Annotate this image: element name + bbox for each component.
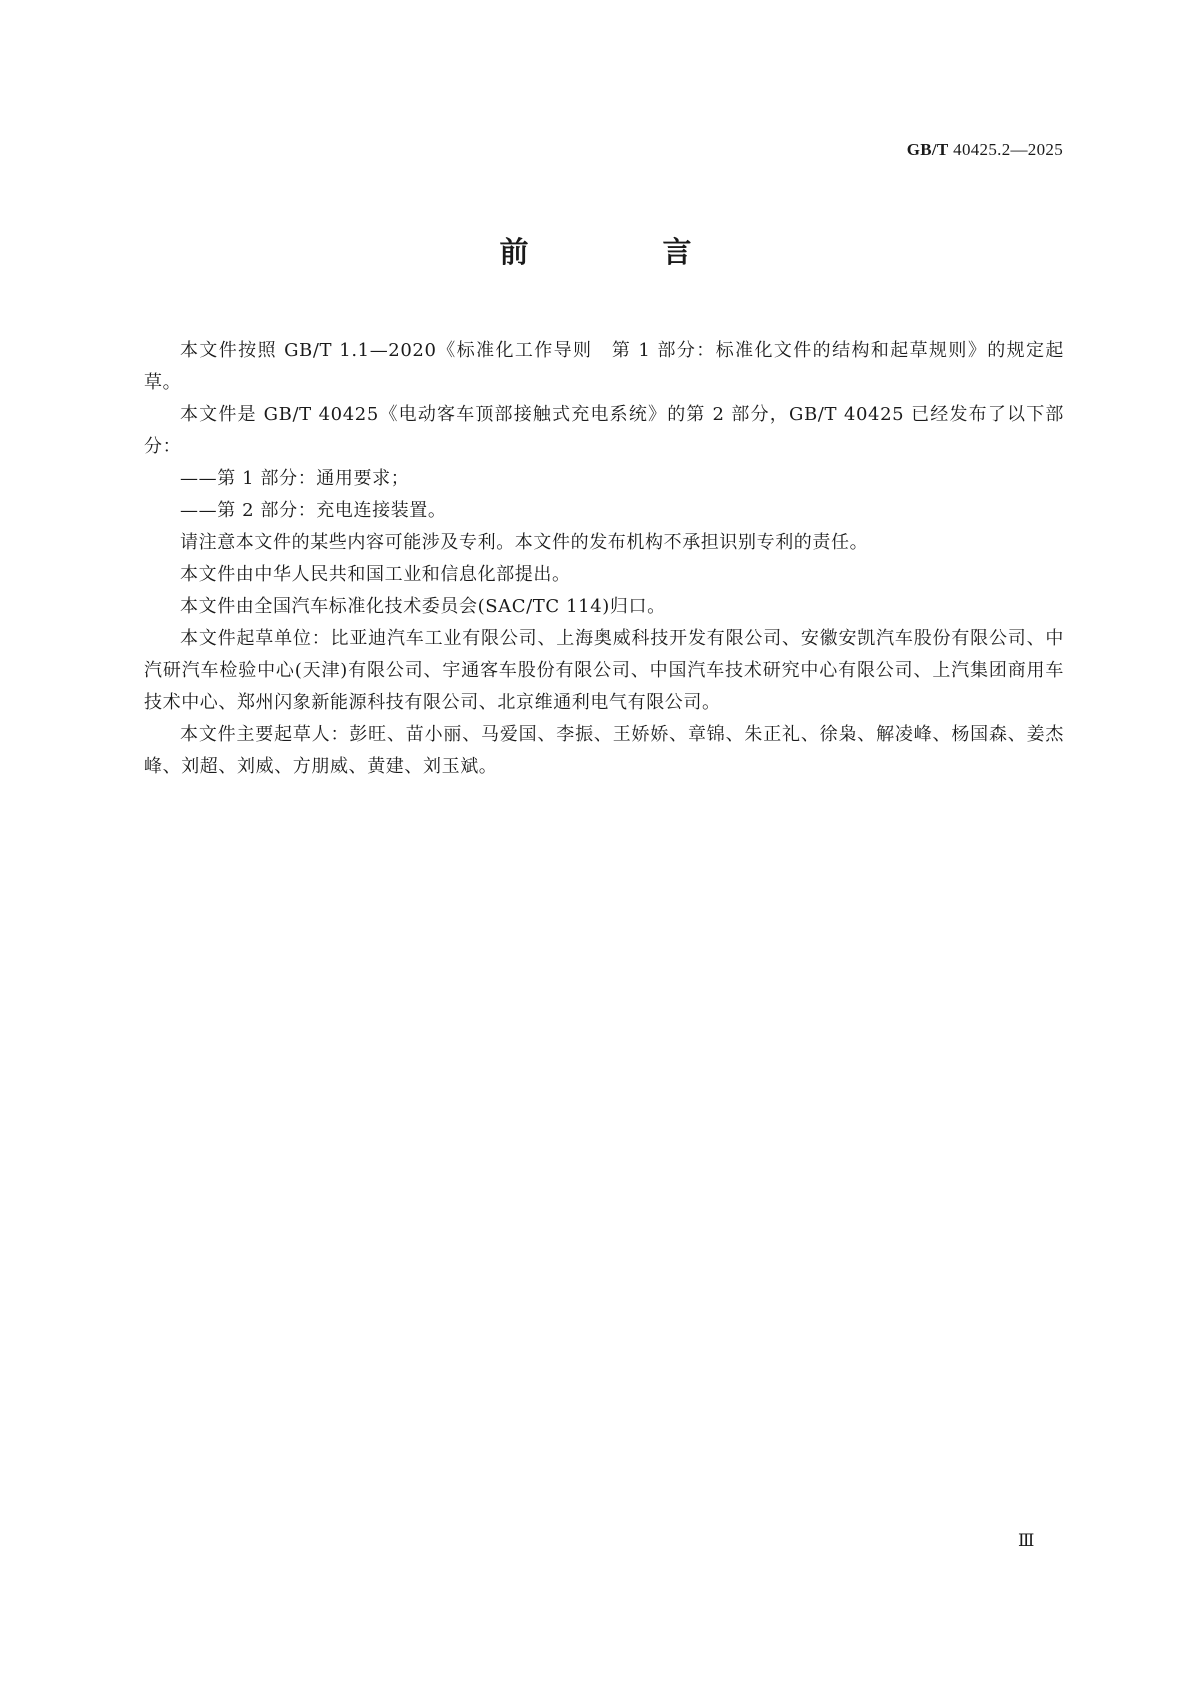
paragraph-drafting-rules: 本文件按照 GB/T 1.1—2020《标准化工作导则 第 1 部分：标准化文件的结构和起草规则》的规定起草。 <box>144 340 1064 393</box>
paragraph-drafting-units: 本文件起草单位：比亚迪汽车工业有限公司、上海奥威科技开发有限公司、安徽安凯汽车股份有限公司、中汽研汽车检验中心(天津)有限公司、宇通客车股份有限公司、中国汽车技术研究中心有限公司、上汽集团商用车技术中心、郑州闪象新能源科技有限公司、北京维通利电气有限公司。 <box>144 628 1064 713</box>
paragraph-part-description: 本文件是 GB/T 40425《电动客车顶部接触式充电系统》的第 2 部分，GB/T 40425 已经发布了以下部分： <box>144 404 1064 457</box>
page-title: 前 言 <box>499 235 754 269</box>
paragraph-proposer: 本文件由中华人民共和国工业和信息化部提出。 <box>180 564 571 585</box>
paragraph-committee: 本文件由全国汽车标准化技术委员会(SAC/TC 114)归口。 <box>180 596 666 617</box>
list-item-part-2: ——第 2 部分：充电连接装置。 <box>180 500 447 521</box>
standard-code-number: 40425.2—2025 <box>953 140 1063 159</box>
paragraph-patent-notice: 请注意本文件的某些内容可能涉及专利。本文件的发布机构不承担识别专利的责任。 <box>180 532 869 553</box>
paragraph-drafters: 本文件主要起草人：彭旺、苗小丽、马爱国、李振、王娇娇、章锦、朱正礼、徐枭、解凌峰、杨国森、姜杰峰、刘超、刘威、方朋威、黄建、刘玉斌。 <box>144 724 1064 777</box>
standard-code-prefix: GB/T <box>906 140 949 159</box>
list-item-part-1: ——第 1 部分：通用要求； <box>180 468 410 489</box>
page-number: Ⅲ <box>1018 1531 1035 1550</box>
standard-code <box>907 140 1063 160</box>
foreword-body <box>144 335 1064 783</box>
